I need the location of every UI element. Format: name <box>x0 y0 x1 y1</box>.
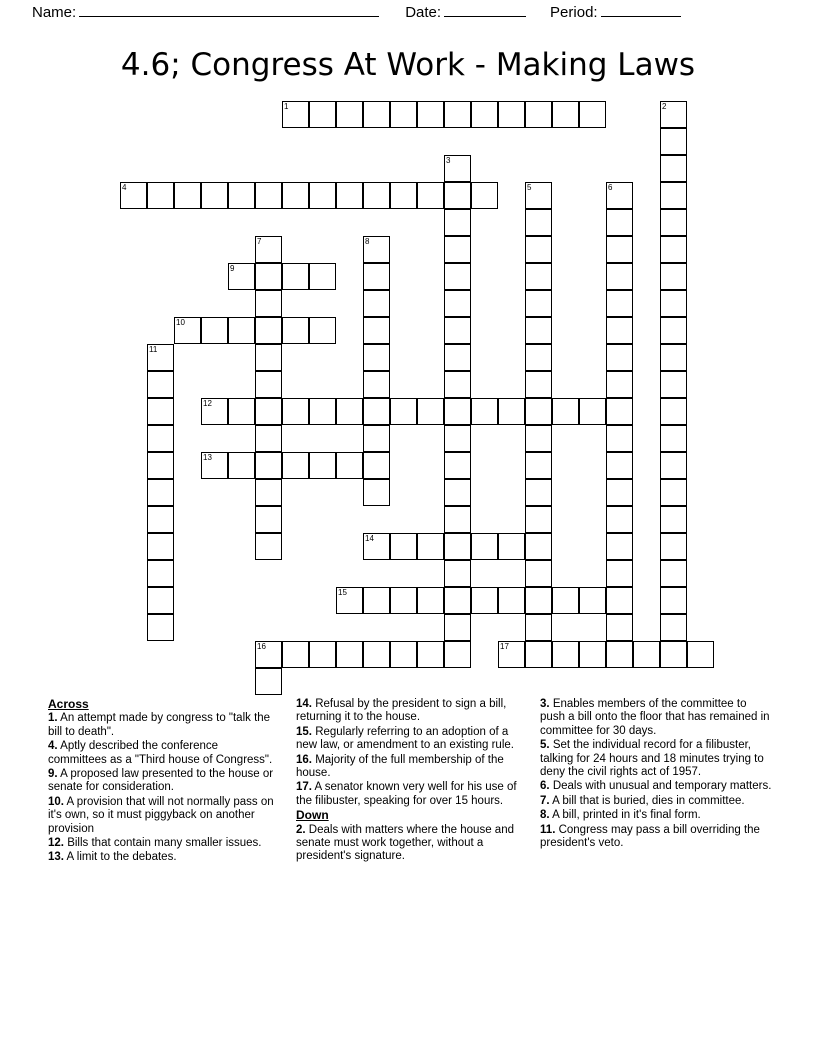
crossword-cell[interactable] <box>255 425 282 452</box>
crossword-cell[interactable] <box>552 587 579 614</box>
crossword-cell[interactable] <box>444 290 471 317</box>
crossword-cell[interactable] <box>525 641 552 668</box>
crossword-cell[interactable] <box>147 560 174 587</box>
crossword-cell[interactable] <box>525 290 552 317</box>
period-label: Period: <box>550 4 598 21</box>
clue-number: 2. <box>296 823 306 836</box>
crossword-cell[interactable] <box>255 641 282 668</box>
crossword-cell[interactable] <box>336 587 363 614</box>
crossword-cell[interactable] <box>606 209 633 236</box>
crossword-cell[interactable] <box>417 101 444 128</box>
clue-number: 17. <box>296 781 312 794</box>
crossword-cell[interactable] <box>147 371 174 398</box>
crossword-cell[interactable] <box>390 533 417 560</box>
crossword-cell[interactable] <box>363 398 390 425</box>
cell-number: 12 <box>203 399 212 408</box>
clue-number: 5. <box>540 739 550 752</box>
crossword-cell[interactable] <box>417 641 444 668</box>
crossword-cell[interactable] <box>471 101 498 128</box>
cell-number: 4 <box>122 183 127 192</box>
crossword-cell[interactable] <box>525 425 552 452</box>
crossword-cell[interactable] <box>471 587 498 614</box>
crossword-cell[interactable] <box>498 398 525 425</box>
crossword-cell[interactable] <box>660 641 687 668</box>
across-heading: Across <box>48 697 89 711</box>
crossword-cell[interactable] <box>363 182 390 209</box>
crossword-cell[interactable] <box>525 533 552 560</box>
period-input-line[interactable] <box>601 4 681 17</box>
crossword-cell[interactable] <box>390 641 417 668</box>
crossword-cell[interactable] <box>660 209 687 236</box>
crossword-cell[interactable] <box>471 533 498 560</box>
clue-number: 14. <box>296 698 312 710</box>
crossword-cell[interactable] <box>282 641 309 668</box>
crossword-cell[interactable] <box>417 533 444 560</box>
crossword-cell[interactable] <box>606 452 633 479</box>
clue-item: 11. Congress may pass a bill overriding the president's veto. <box>540 823 760 850</box>
crossword-cell[interactable] <box>660 425 687 452</box>
crossword-cell[interactable] <box>525 479 552 506</box>
crossword-cell[interactable] <box>255 371 282 398</box>
crossword-cell[interactable] <box>525 263 552 290</box>
crossword-cell[interactable] <box>606 614 633 641</box>
crossword-cell[interactable] <box>309 452 336 479</box>
crossword-cell[interactable] <box>282 182 309 209</box>
crossword-cell[interactable] <box>660 317 687 344</box>
crossword-cell[interactable] <box>363 290 390 317</box>
crossword-cell[interactable] <box>660 344 687 371</box>
student-info-header <box>24 0 792 21</box>
clue-item: 5. Set the individual record for a filibuster, talking for 24 hours and 18 minutes trying to deny the civil rights act of 1957. <box>540 739 764 779</box>
crossword-cell[interactable] <box>579 641 606 668</box>
crossword-cell[interactable] <box>147 614 174 641</box>
crossword-cell[interactable] <box>147 344 174 371</box>
crossword-cell[interactable] <box>525 587 552 614</box>
crossword-cell[interactable] <box>255 182 282 209</box>
cell-number: 6 <box>608 183 613 192</box>
crossword-cell[interactable] <box>174 182 201 209</box>
crossword-cell[interactable] <box>363 533 390 560</box>
clue-item: 3. Enables members of the committee to push a bill onto the floor that has remained in committee for 30 days. <box>540 698 770 737</box>
crossword-cell[interactable] <box>444 425 471 452</box>
clues-column-3 <box>540 698 774 866</box>
crossword-cell[interactable] <box>525 371 552 398</box>
cell-number: 1 <box>284 102 289 111</box>
crossword-cell[interactable] <box>498 101 525 128</box>
crossword-cell[interactable] <box>606 290 633 317</box>
clue-number: 11. <box>540 823 556 836</box>
crossword-cell[interactable] <box>606 641 633 668</box>
crossword-cell[interactable] <box>147 479 174 506</box>
crossword-cell[interactable] <box>417 587 444 614</box>
crossword-cell[interactable] <box>363 452 390 479</box>
cell-number: 5 <box>527 183 532 192</box>
clue-item: 4. Aptly described the conference committees as a "Third house of Congress". <box>48 740 273 766</box>
crossword-cell[interactable] <box>471 398 498 425</box>
crossword-cell[interactable] <box>606 533 633 560</box>
crossword-cell[interactable] <box>552 641 579 668</box>
name-input-line[interactable] <box>79 4 379 17</box>
crossword-cell[interactable] <box>444 479 471 506</box>
crossword-cell[interactable] <box>660 236 687 263</box>
crossword-cell[interactable] <box>228 317 255 344</box>
crossword-cell[interactable] <box>579 587 606 614</box>
cell-number: 2 <box>662 102 667 111</box>
crossword-cell[interactable] <box>552 398 579 425</box>
crossword-cell[interactable] <box>660 263 687 290</box>
crossword-cell[interactable] <box>660 506 687 533</box>
crossword-cell[interactable] <box>228 182 255 209</box>
crossword-cell[interactable] <box>147 506 174 533</box>
crossword-cell[interactable] <box>336 452 363 479</box>
crossword-cell[interactable] <box>606 560 633 587</box>
cell-number: 16 <box>257 642 266 651</box>
crossword-cell[interactable] <box>201 182 228 209</box>
clue-item: 17. A senator known very well for his use of the filibuster, speaking for over 15 hours. <box>296 781 517 807</box>
crossword-cell[interactable] <box>687 641 714 668</box>
clue-number: 6. <box>540 780 550 793</box>
crossword-cell[interactable] <box>363 587 390 614</box>
name-field-group <box>32 4 379 21</box>
crossword-cell[interactable] <box>363 479 390 506</box>
crossword-cell[interactable] <box>363 641 390 668</box>
cell-number: 14 <box>365 534 374 543</box>
clue-number: 16. <box>296 753 312 766</box>
crossword-cell[interactable] <box>228 263 255 290</box>
crossword-cell[interactable] <box>660 398 687 425</box>
clue-item: 7. A bill that is buried, dies in committee. <box>540 794 745 807</box>
crossword-cell[interactable] <box>147 398 174 425</box>
crossword-cell[interactable] <box>417 398 444 425</box>
crossword-cell[interactable] <box>606 506 633 533</box>
crossword-cell[interactable] <box>363 101 390 128</box>
crossword-cell[interactable] <box>606 236 633 263</box>
clue-item: 8. A bill, printed in it's final form. <box>540 809 701 822</box>
crossword-cell[interactable] <box>255 263 282 290</box>
crossword-cell[interactable] <box>390 101 417 128</box>
crossword-cell[interactable] <box>444 614 471 641</box>
crossword-cell[interactable] <box>660 614 687 641</box>
page-title: 4.6; Congress At Work - Making Laws <box>120 47 696 83</box>
crossword-cell[interactable] <box>255 479 282 506</box>
clue-item: 16. Majority of the full membership of the house. <box>296 753 504 780</box>
crossword-cell[interactable] <box>660 155 687 182</box>
crossword-cell[interactable] <box>552 101 579 128</box>
crossword-cell[interactable] <box>660 290 687 317</box>
crossword-cell[interactable] <box>633 641 660 668</box>
clue-number: 3. <box>540 698 550 710</box>
date-input-line[interactable] <box>444 4 526 17</box>
crossword-cell[interactable] <box>660 128 687 155</box>
clue-item: 6. Deals with unusual and temporary matters. <box>540 780 772 793</box>
clues-column-1 <box>48 698 278 866</box>
crossword-cell[interactable] <box>147 452 174 479</box>
crossword-cell[interactable] <box>255 506 282 533</box>
crossword-cell[interactable] <box>525 317 552 344</box>
crossword-cell[interactable] <box>201 452 228 479</box>
clue-number: 13. <box>48 851 64 864</box>
crossword-cell[interactable] <box>309 317 336 344</box>
crossword-cell[interactable] <box>525 452 552 479</box>
crossword-cell[interactable] <box>282 101 309 128</box>
cell-number: 15 <box>338 588 347 597</box>
crossword-cell[interactable] <box>390 587 417 614</box>
crossword-cell[interactable] <box>660 587 687 614</box>
clue-item: 15. Regularly referring to an adoption of a new law, or amendment to an existing rule. <box>296 725 514 752</box>
date-field-group <box>405 4 526 21</box>
period-field-group <box>550 4 681 21</box>
crossword-cell[interactable] <box>660 452 687 479</box>
crossword-cell[interactable] <box>363 425 390 452</box>
crossword-cell[interactable] <box>255 344 282 371</box>
crossword-cell[interactable] <box>282 452 309 479</box>
crossword-cell[interactable] <box>444 533 471 560</box>
crossword-cell[interactable] <box>390 398 417 425</box>
clue-number: 1. <box>48 712 58 725</box>
crossword-cell[interactable] <box>660 479 687 506</box>
crossword-cell[interactable] <box>525 560 552 587</box>
crossword-cell[interactable] <box>282 263 309 290</box>
clue-number: 10. <box>48 795 64 808</box>
crossword-cell[interactable] <box>201 317 228 344</box>
crossword-cell[interactable] <box>444 452 471 479</box>
crossword-cell[interactable] <box>606 182 633 209</box>
crossword-cell[interactable] <box>363 371 390 398</box>
crossword-cell[interactable] <box>336 182 363 209</box>
crossword-cell[interactable] <box>309 101 336 128</box>
crossword-cell[interactable] <box>255 317 282 344</box>
clue-number: 12. <box>48 837 64 850</box>
clue-item: 1. An attempt made by congress to "talk the bill to death". <box>48 712 271 738</box>
crossword-grid[interactable] <box>24 101 792 681</box>
cell-number: 7 <box>257 237 262 246</box>
crossword-cell[interactable] <box>660 371 687 398</box>
crossword-cell[interactable] <box>309 641 336 668</box>
crossword-cell[interactable] <box>255 533 282 560</box>
clue-item: 2. Deals with matters where the house and senate must work together, without a president's signature. <box>296 823 514 863</box>
crossword-cell[interactable] <box>444 263 471 290</box>
crossword-cell[interactable] <box>363 344 390 371</box>
cell-number: 13 <box>203 453 212 462</box>
crossword-cell[interactable] <box>444 506 471 533</box>
cell-number: 10 <box>176 318 185 327</box>
crossword-cell[interactable] <box>282 317 309 344</box>
crossword-cell[interactable] <box>255 452 282 479</box>
crossword-cell[interactable] <box>525 182 552 209</box>
crossword-cell[interactable] <box>444 560 471 587</box>
clue-item: 12. Bills that contain many smaller issues. <box>48 837 262 850</box>
crossword-cell[interactable] <box>444 371 471 398</box>
down-heading: Down <box>296 808 329 823</box>
crossword-cell[interactable] <box>336 398 363 425</box>
crossword-cell[interactable] <box>606 263 633 290</box>
crossword-cell[interactable] <box>444 398 471 425</box>
crossword-cell[interactable] <box>498 587 525 614</box>
crossword-cell[interactable] <box>606 344 633 371</box>
clue-number: 15. <box>296 725 312 738</box>
crossword-cell[interactable] <box>147 533 174 560</box>
crossword-cell[interactable] <box>660 533 687 560</box>
crossword-cell[interactable] <box>255 398 282 425</box>
crossword-cell[interactable] <box>579 101 606 128</box>
crossword-cell[interactable] <box>606 317 633 344</box>
crossword-cell[interactable] <box>606 398 633 425</box>
crossword-cell[interactable] <box>201 398 228 425</box>
crossword-cell[interactable] <box>444 209 471 236</box>
crossword-cell[interactable] <box>363 263 390 290</box>
crossword-cell[interactable] <box>525 506 552 533</box>
crossword-cell[interactable] <box>147 587 174 614</box>
crossword-cell[interactable] <box>525 236 552 263</box>
cell-number: 9 <box>230 264 235 273</box>
crossword-cell[interactable] <box>606 425 633 452</box>
crossword-cell[interactable] <box>471 182 498 209</box>
crossword-cell[interactable] <box>444 236 471 263</box>
crossword-cell[interactable] <box>525 101 552 128</box>
crossword-cell[interactable] <box>525 344 552 371</box>
name-label: Name: <box>32 4 77 21</box>
cell-number: 3 <box>446 156 451 165</box>
clue-number: 7. <box>540 794 550 807</box>
crossword-cell[interactable] <box>228 452 255 479</box>
crossword-cell[interactable] <box>255 668 282 695</box>
crossword-cell[interactable] <box>525 614 552 641</box>
clue-number: 8. <box>540 809 550 822</box>
clue-item: 14. Refusal by the president to sign a bill, returning it to the house. <box>296 698 507 724</box>
crossword-cell[interactable] <box>309 398 336 425</box>
crossword-cell[interactable] <box>417 182 444 209</box>
crossword-cell[interactable] <box>444 101 471 128</box>
cell-number: 11 <box>149 345 158 354</box>
crossword-cell[interactable] <box>228 398 255 425</box>
crossword-cell[interactable] <box>147 182 174 209</box>
crossword-cell[interactable] <box>282 398 309 425</box>
crossword-cell[interactable] <box>444 182 471 209</box>
cell-number: 17 <box>500 642 509 651</box>
clue-item: 13. A limit to the debates. <box>48 851 177 864</box>
crossword-cell[interactable] <box>363 236 390 263</box>
clue-number: 9. <box>48 768 58 781</box>
crossword-cell[interactable] <box>606 371 633 398</box>
crossword-cell[interactable] <box>363 317 390 344</box>
crossword-cell[interactable] <box>498 533 525 560</box>
clues-column-2 <box>296 698 522 866</box>
crossword-cell[interactable] <box>660 101 687 128</box>
crossword-cell[interactable] <box>147 425 174 452</box>
crossword-cell[interactable] <box>309 263 336 290</box>
crossword-cell[interactable] <box>444 155 471 182</box>
cell-number: 8 <box>365 237 370 246</box>
crossword-cell[interactable] <box>255 290 282 317</box>
crossword-cell[interactable] <box>606 479 633 506</box>
clue-number: 4. <box>48 740 58 753</box>
crossword-cell[interactable] <box>498 641 525 668</box>
crossword-cell[interactable] <box>309 182 336 209</box>
clue-item: 10. A provision that will not normally pass on it's own, so it must piggyback on another provision <box>48 795 274 835</box>
crossword-cell[interactable] <box>444 587 471 614</box>
crossword-cell[interactable] <box>444 317 471 344</box>
crossword-cell[interactable] <box>525 398 552 425</box>
crossword-cell[interactable] <box>660 560 687 587</box>
crossword-cell[interactable] <box>606 587 633 614</box>
clues-area <box>48 698 774 866</box>
crossword-cell[interactable] <box>336 641 363 668</box>
crossword-cell[interactable] <box>444 344 471 371</box>
crossword-cell[interactable] <box>336 101 363 128</box>
crossword-cell[interactable] <box>525 209 552 236</box>
clue-item: 9. A proposed law presented to the house or senate for consideration. <box>48 768 274 794</box>
crossword-cell[interactable] <box>444 641 471 668</box>
crossword-cell[interactable] <box>390 182 417 209</box>
crossword-cell[interactable] <box>174 317 201 344</box>
crossword-cell[interactable] <box>660 182 687 209</box>
date-label: Date: <box>405 4 442 21</box>
crossword-cell[interactable] <box>255 236 282 263</box>
crossword-cell[interactable] <box>579 398 606 425</box>
crossword-cell[interactable] <box>120 182 147 209</box>
